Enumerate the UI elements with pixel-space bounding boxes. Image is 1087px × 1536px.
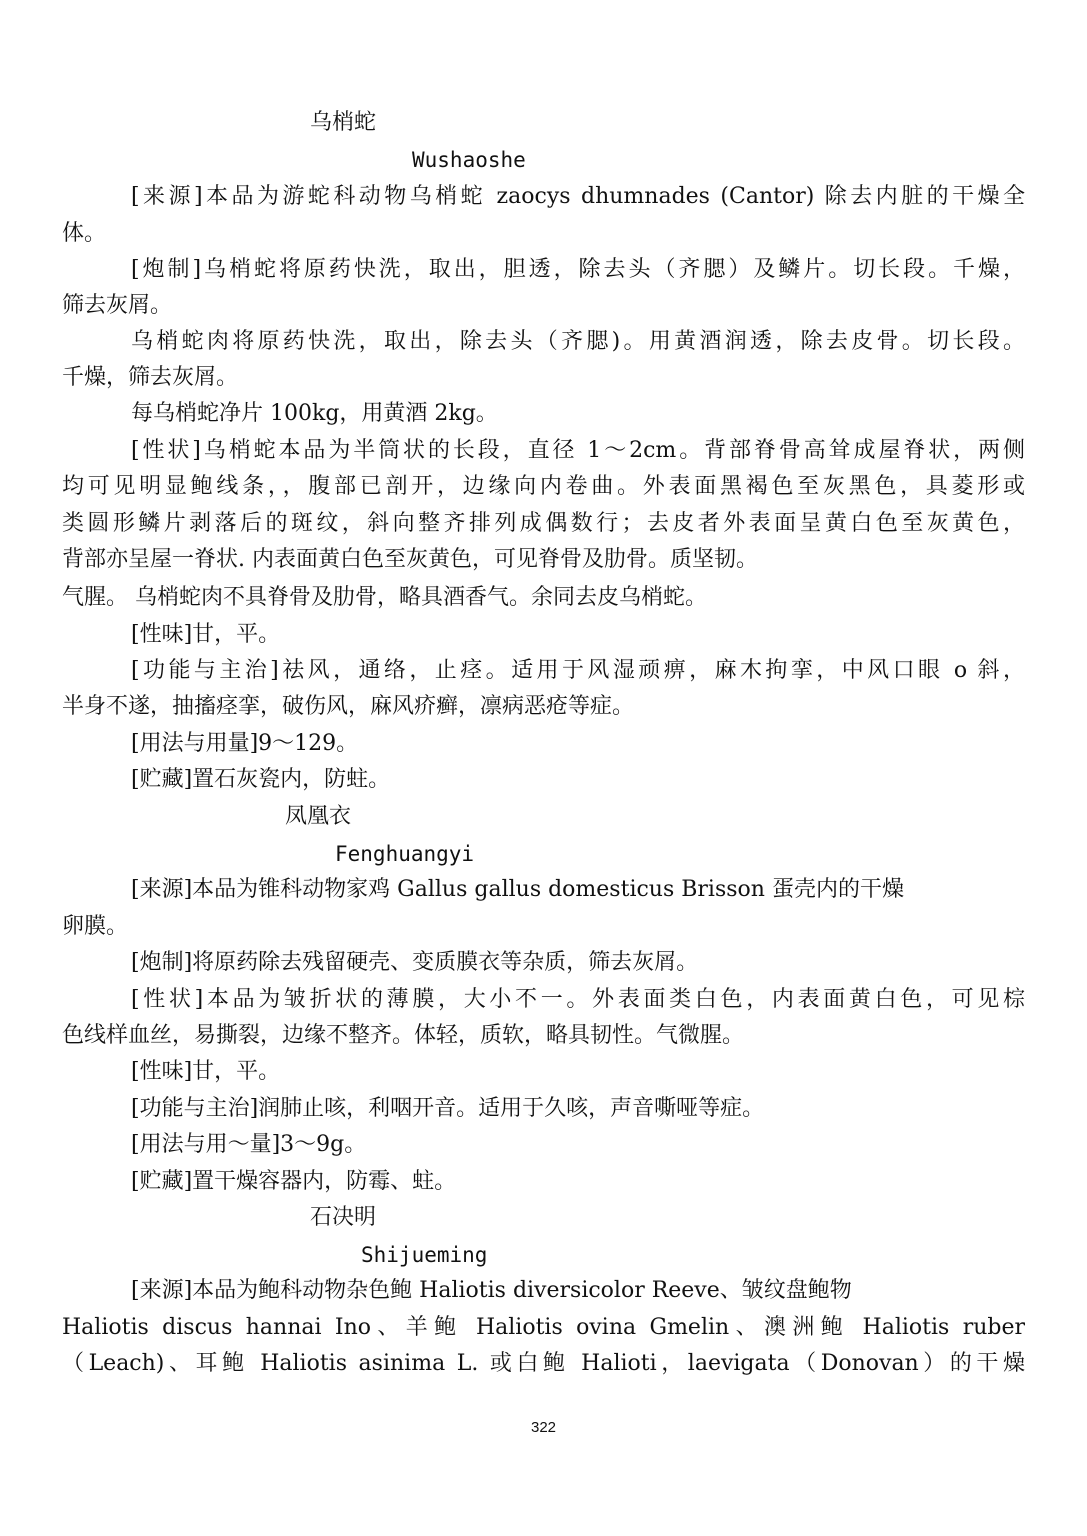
text-line: [性状]乌梢蛇本品为半筒状的长段，直径 1～2cm。背部脊骨高耸成屋脊状，两侧 — [131, 438, 1025, 463]
text-line: [功能与主治]润肺止咳，利咽开音。适用于久咳，声音嘶哑等症。 — [131, 1096, 765, 1121]
entry-pinyin: Wushaoshe — [412, 148, 526, 172]
text-line: 背部亦呈屋一脊状. 内表面黄白色至灰黄色，可见脊骨及肋骨。质坚韧。 — [62, 547, 758, 572]
text-line: [来源]本品为游蛇科动物乌梢蛇 zaocys dhumnades (Cantor) 除去内脏的干燥全 — [131, 184, 1025, 209]
text-line: [性味]甘，平。 — [131, 1059, 281, 1084]
text-line: [性状]本品为皱折状的薄膜，大小不一。外表面类白色，内表面黄白色，可见棕 — [131, 987, 1025, 1012]
text-line: 每乌梢蛇净片 100kg，用黄酒 2kg。 — [131, 401, 498, 426]
text-line: [贮藏]置干燥容器内，防霉、蛀。 — [131, 1169, 457, 1194]
text-line: （Leach)、耳鲍 Haliotis asinima L. 或白鲍 Halioti，laevigata（Donovan）的干燥 — [62, 1351, 1025, 1376]
entry-title: 石决明 — [310, 1205, 377, 1230]
entry-pinyin: Fenghuangyi — [335, 842, 475, 866]
entry-title: 凤凰衣 — [285, 804, 352, 829]
text-line: [来源]本品为鲍科动物杂色鲍 Haliotis diversicolor Reeve、皱纹盘鲍物 — [131, 1278, 852, 1303]
text-line: [用法与用～量]3～9g。 — [131, 1132, 367, 1157]
text-line: [性味]甘，平。 — [131, 622, 281, 647]
text-line: [炮制]将原药除去残留硬壳、变质膜衣等杂质，筛去灰屑。 — [131, 950, 699, 975]
entry-pinyin: Shijueming — [361, 1243, 488, 1267]
text-line: Haliotis discus hannai Ino、羊鲍 Haliotis ovina Gmelin、澳洲鲍 Haliotis ruber — [62, 1315, 1025, 1340]
text-line: 均可见明显鲍线条，，腹部已剖开，边缘向内卷曲。外表面黑褐色至灰黑色，具菱形或 — [62, 474, 1025, 499]
text-line: 筛去灰屑。 — [62, 293, 173, 318]
text-line: [来源]本品为锥科动物家鸡 Gallus gallus domesticus Brisson 蛋壳内的干燥 — [131, 877, 904, 902]
text-line: 类圆形鳞片剥落后的斑纹，斜向整齐排列成偶数行；去皮者外表面呈黄白色至灰黄色， — [62, 511, 1025, 536]
text-line: 乌梢蛇肉将原药快洗，取出，除去头（齐腮)。用黄酒润透，除去皮骨。切长段。 — [131, 329, 1025, 354]
text-line: [用法与用量]9～129。 — [131, 731, 359, 756]
text-line: 卵膜。 — [62, 914, 129, 939]
text-line: 半身不遂，抽搐痉挛，破伤风，麻风疥癣，凛病恶疮等症。 — [62, 694, 635, 719]
text-line: [贮藏]置石灰瓷内，防蛀。 — [131, 767, 391, 792]
text-line: [炮制]乌梢蛇将原药快洗，取出，胆透，除去头（齐腮）及鳞片。切长段。千燥， — [131, 257, 1025, 282]
text-line: 体。 — [62, 221, 107, 246]
entry-title: 乌梢蛇 — [310, 110, 377, 135]
text-line: 千燥，筛去灰屑。 — [62, 365, 239, 390]
text-line: 色线样血丝，易撕裂，边缘不整齐。体轻，质软，略具韧性。气微腥。 — [62, 1023, 745, 1048]
text-line: 气腥。 乌梢蛇肉不具脊骨及肋骨，略具酒香气。余同去皮乌梢蛇。 — [62, 585, 707, 610]
text-line: [功能与主治]祛风，通络，止痉。适用于风湿顽痹，麻木拘挛，中风口眼 o 斜， — [131, 658, 1025, 683]
page-number: 322 — [530, 1419, 557, 1436]
